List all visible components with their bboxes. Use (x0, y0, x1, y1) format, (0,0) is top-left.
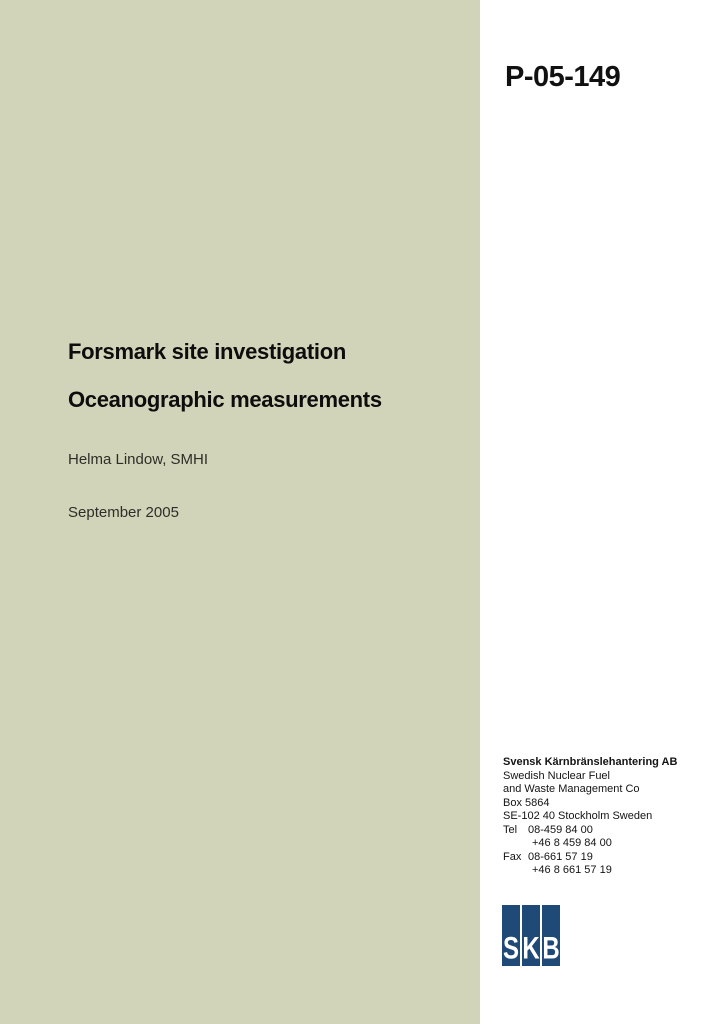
skb-logo (502, 905, 560, 966)
skb-logo-letter: B (542, 931, 560, 967)
report-title-line1: Forsmark site investigation (68, 339, 346, 364)
report-number: P-05-149 (505, 61, 621, 93)
contact-row-fax-intl (503, 864, 703, 878)
contact-row-fax (503, 851, 703, 865)
publisher-address-line: Swedish Nuclear Fuel (503, 769, 610, 782)
contact-label: Fax (503, 850, 522, 863)
skb-logo-letter: K (522, 931, 540, 967)
contact-value: 08-459 84 00 (528, 823, 593, 836)
publisher-address-line: SE-102 40 Stockholm Sweden (503, 810, 653, 822)
contact-value: 08-661 57 19 (528, 850, 593, 863)
contact-label: Tel (503, 823, 518, 836)
publisher-address-block (503, 756, 703, 878)
skb-logo-bar (522, 905, 540, 966)
report-title-line2: Oceanographic measurements (68, 387, 382, 412)
contact-label (503, 837, 528, 851)
skb-logo-bar (542, 905, 560, 966)
contact-row-tel-intl (503, 837, 703, 851)
contact-value: +46 8 459 84 00 (532, 837, 612, 849)
publisher-name: Svensk Kärnbränslehantering AB (503, 756, 678, 768)
report-date: September 2005 (68, 504, 179, 521)
publisher-address-line: Box 5864 (503, 796, 550, 809)
publisher-address-line: and Waste Management Co (503, 783, 640, 795)
contact-label (503, 864, 528, 878)
report-author: Helma Lindow, SMHI (68, 451, 209, 468)
skb-logo-bar (502, 905, 520, 966)
contact-row-tel (503, 824, 703, 838)
contact-value: +46 8 661 57 19 (532, 864, 612, 876)
skb-logo-letter: S (502, 931, 519, 967)
